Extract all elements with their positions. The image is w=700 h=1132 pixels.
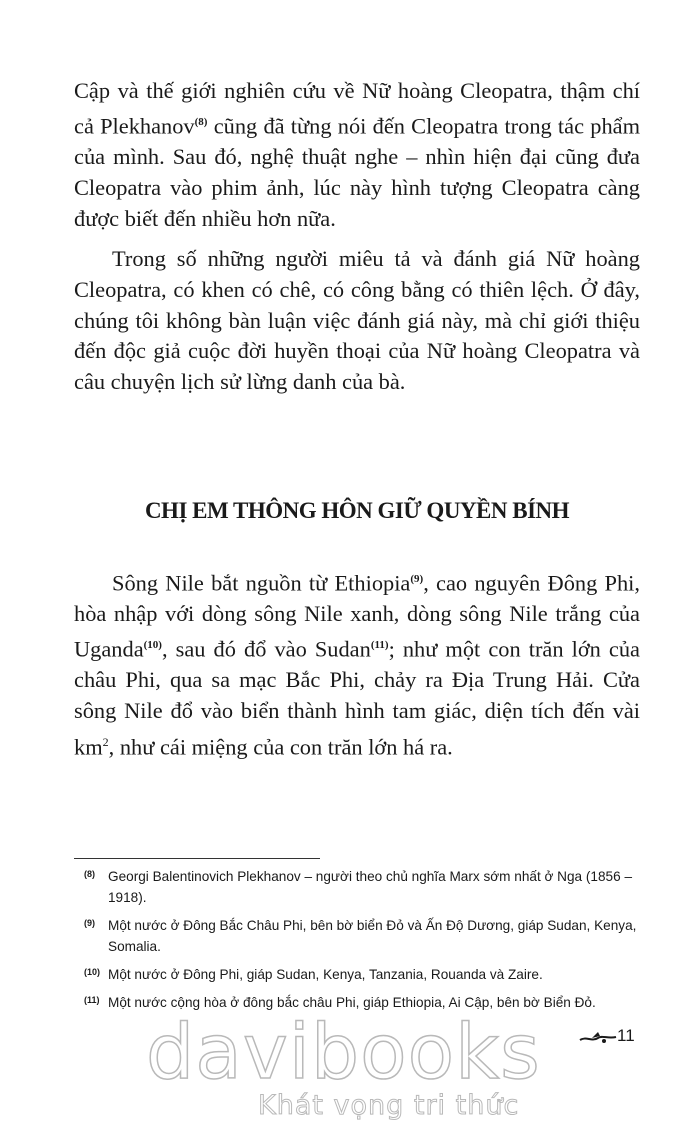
footnote-number: (8) xyxy=(84,869,95,879)
paragraph-intro-text: Cập và thế giới nghiên cứu về Nữ hoàng Cleopatra, thậm chí cả Plekhanov xyxy=(74,78,640,139)
footnote-ref-11: (11) xyxy=(370,639,389,652)
footnote-number: (9) xyxy=(84,918,95,928)
nile-text-c: , sau đó đổ vào Sudan xyxy=(161,636,371,662)
footnote-ref-9: (9) xyxy=(410,573,424,585)
footnote-item xyxy=(84,915,644,957)
footnote-item xyxy=(84,866,644,908)
footnotes xyxy=(84,866,644,1020)
footnote-text: Một nước cộng hòa ở đông bắc châu Phi, giáp Ethiopia, Ai Cập, bên bờ Biển Đỏ. xyxy=(108,995,596,1010)
nile-text-a: Sông Nile bắt nguồn từ Ethiopia xyxy=(112,570,411,596)
footnote-item xyxy=(84,964,644,985)
footnote-number: (10) xyxy=(84,967,101,977)
footnote-text: Georgi Balentinovich Plekhanov – người theo chủ nghĩa Marx sớm nhất ở Nga (1856 – 1918). xyxy=(108,869,633,905)
nile-text-b: , cao nguyên Đông Phi, hòa nhập với dòng sông Nile xanh, dòng sông Nile trắng của Uganda xyxy=(74,570,640,662)
nile-text-e: , như cái miệng của con trăn lớn há ra. xyxy=(108,734,453,760)
section-heading: CHỊ EM THÔNG HÔN GIỮ QUYỀN BÍNH xyxy=(144,498,570,523)
paragraph-evaluation: Trong số những người miêu tả và đánh giá Nữ hoàng Cleopatra, có khen có chê, có công bằng có thiên lệch. Ở đây, chúng tôi không bàn luận việc đánh giá này, mà chỉ giới thiệu đến độc giả cuộc đời huyền thoại của Nữ hoàng Cleopatra và câu chuyện lịch sử lừng danh của bà. xyxy=(74,246,640,395)
footnote-ref-10: (10) xyxy=(143,639,162,652)
paragraph-intro-text-cont: cũng đã từng nói đến Cleopatra trong tác phẩm của mình. Sau đó, nghệ thuật nghe – nhìn hiện đại cũng đưa Cleopatra vào phim ảnh, lúc này hình tượng Cleopatra càng được biết đến nhiều hơn nữa. xyxy=(74,113,641,231)
page-ornament-icon xyxy=(578,1026,618,1048)
footnote-divider xyxy=(74,858,320,859)
watermark-tagline: Khát vọng tri thức xyxy=(258,1090,520,1121)
footnote-text: Một nước ở Đông Bắc Châu Phi, bên bờ biển Đỏ và Ấn Độ Dương, giáp Sudan, Kenya, Somalia. xyxy=(108,918,637,954)
nile-text-d: ; như một con trăn lớn của châu Phi, qua sa mạc Bắc Phi, chảy ra Địa Trung Hải. Cửa sông Nile đổ vào biển thành hình tam giác, diện tích đến vài km xyxy=(74,636,640,760)
watermark-logo: davibooks xyxy=(146,1007,541,1096)
paragraph-intro xyxy=(74,76,640,234)
page-number: 11 xyxy=(617,1026,635,1045)
paragraph-nile xyxy=(74,564,640,763)
footnote-ref-8: (8) xyxy=(194,115,208,128)
footnote-number: (11) xyxy=(84,995,100,1005)
footnote-text: Một nước ở Đông Phi, giáp Sudan, Kenya, Tanzania, Rouanda và Zaire. xyxy=(108,967,543,982)
superscript-2: 2 xyxy=(102,734,109,749)
